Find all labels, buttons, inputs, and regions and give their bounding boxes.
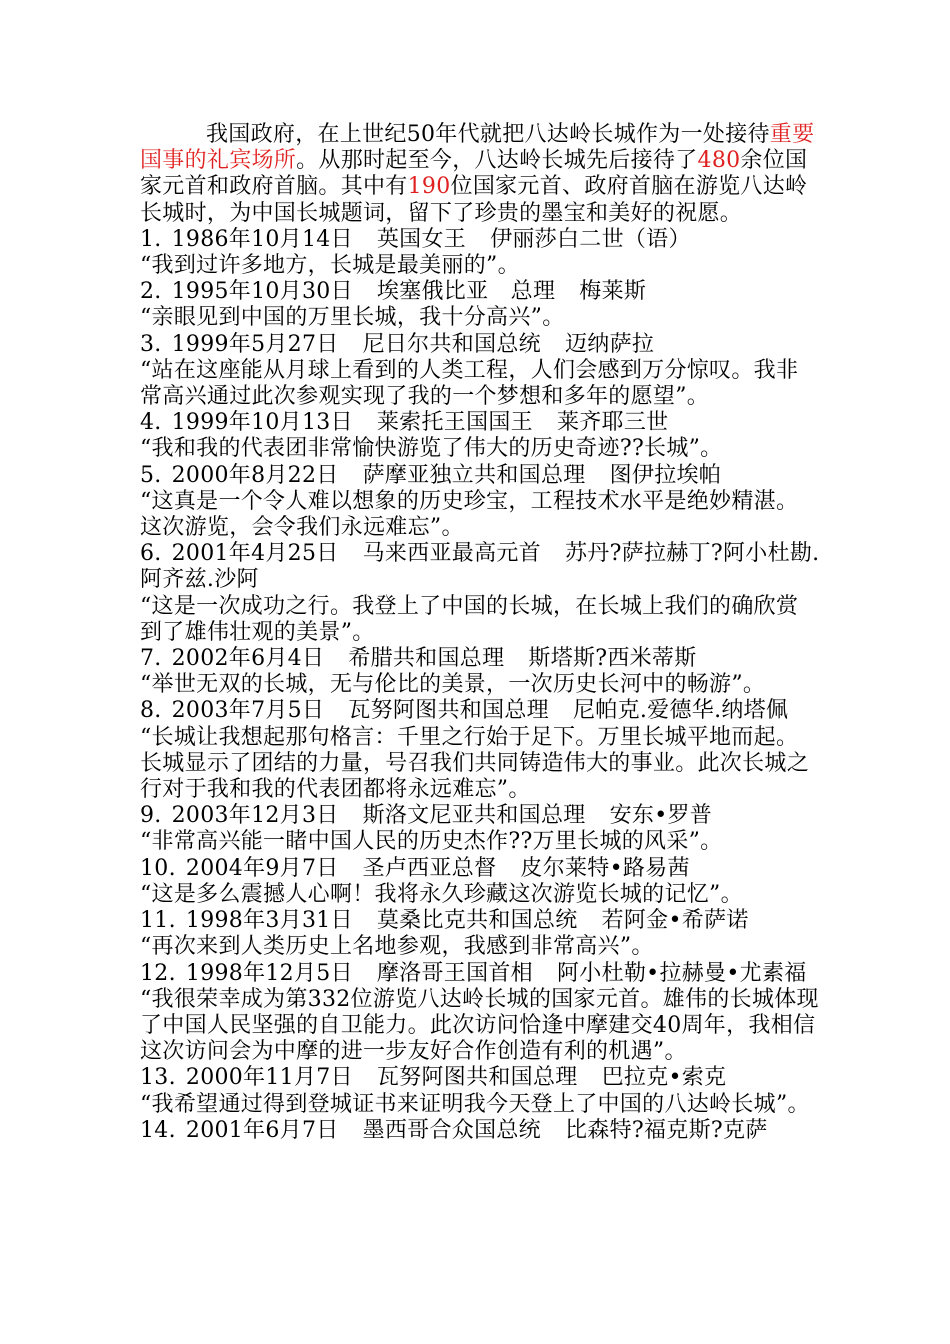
entry-date: 2003年12月3日 (171, 803, 339, 829)
entry-number: 6. (140, 541, 162, 567)
entry-quote: “我和我的代表团非常愉快游览了伟大的历史奇迹??长城”。 (140, 436, 723, 462)
entry-title: 莱索托王国国王 (376, 410, 533, 436)
entry-person-name: 图伊拉埃帕 (609, 462, 722, 488)
document-page (140, 122, 820, 1144)
entry-number: 2. (140, 279, 162, 305)
entry-heading (140, 541, 820, 593)
entry-person-name: 安东•罗普 (609, 803, 713, 829)
entry-title: 瓦努阿图共和国总理 (348, 698, 549, 724)
entry-number: 4. (140, 410, 162, 436)
entry-quote: “再次来到人类历史上名地参观，我感到非常高兴”。 (140, 934, 654, 960)
entry-person-name: 巴拉克•索克 (601, 1065, 727, 1091)
entry-person-name: 梅莱斯 (579, 279, 647, 305)
entry-title: 希腊共和国总理 (348, 646, 505, 672)
entry-title: 尼日尔共和国总统 (362, 331, 541, 357)
entry-heading (140, 908, 820, 934)
entry-title: 埃塞俄比亚 总理 (376, 279, 556, 305)
entry-number: 14. (140, 1117, 176, 1143)
list-item (140, 908, 820, 960)
list-item (140, 698, 820, 803)
intro-paragraph (140, 122, 820, 227)
entry-person-name: 皮尔莱特•路易茜 (520, 855, 690, 881)
entry-number: 1. (140, 226, 162, 252)
intro-highlight-count-480: 480 (697, 148, 741, 174)
list-item (140, 227, 820, 279)
entry-date: 1999年10月13日 (171, 410, 353, 436)
entry-date: 1999年5月27日 (171, 331, 339, 357)
entry-number: 13. (140, 1065, 176, 1091)
list-item (140, 332, 820, 411)
entry-number: 10. (140, 855, 176, 881)
intro-text-2: 。从那时起至今，八达岭长城先后接待了 (296, 148, 698, 174)
entry-heading (140, 227, 820, 253)
entry-date: 1986年10月14日 (171, 226, 353, 252)
entry-heading (140, 803, 820, 829)
entry-quote: “站在这座能从月球上看到的人类工程，人们会感到万分惊叹。我非常高兴通过此次参观实现了我的一个梦想和多年的愿望”。 (140, 357, 799, 410)
entry-number: 7. (140, 646, 162, 672)
entry-heading (140, 856, 820, 882)
entry-quote: “我希望通过得到登城证书来证明我今天登上了中国的八达岭长城”。 (140, 1091, 810, 1117)
entry-title: 墨西哥合众国总统 (362, 1117, 541, 1143)
entry-number: 5. (140, 462, 162, 488)
entry-date: 2001年6月7日 (185, 1117, 339, 1143)
entry-heading (140, 332, 820, 358)
entry-quote: “举世无双的长城，无与伦比的美景，一次历史长河中的畅游”。 (140, 672, 766, 698)
entry-number: 9. (140, 803, 162, 829)
intro-highlight-count-190: 190 (407, 174, 451, 200)
entry-title: 摩洛哥王国首相 (376, 960, 533, 986)
entry-quote: “亲眼见到中国的万里长城，我十分高兴”。 (140, 305, 565, 331)
entry-person-name: 伊丽莎白二世（语） (490, 226, 691, 252)
entry-date: 2000年8月22日 (171, 462, 339, 488)
entry-title: 斯洛文尼亚共和国总理 (362, 803, 586, 829)
list-item (140, 541, 820, 646)
entry-person-name: 莱齐耶三世 (556, 410, 669, 436)
entry-person-name: 斯塔斯?西米蒂斯 (528, 646, 697, 672)
list-item (140, 410, 820, 462)
intro-highlight-venue: 重要国事的礼宾场所 (140, 122, 815, 174)
list-item (140, 961, 820, 1066)
entry-heading (140, 961, 820, 987)
entry-number: 8. (140, 698, 162, 724)
entry-quote: “这是多么震撼人心啊！我将永久珍藏这次游览长城的记忆”。 (140, 881, 743, 907)
entry-title: 圣卢西亚总督 (362, 855, 497, 881)
entry-title: 瓦努阿图共和国总理 (376, 1065, 578, 1091)
entry-title: 萨摩亚独立共和国总理 (362, 462, 586, 488)
entry-heading (140, 698, 820, 724)
entry-date: 1998年12月5日 (185, 960, 353, 986)
entry-quote: “长城让我想起那句格言：千里之行始于足下。万里长城平地而起。长城显示了团结的力量，号召我们共同铸造伟大的事业。此次长城之行对于我和我的代表团都将永远难忘”。 (140, 724, 810, 803)
entry-person-name: 比森特?福克斯?克萨 (564, 1117, 768, 1143)
entry-number: 3. (140, 331, 162, 357)
entry-person-name: 苏丹?萨拉赫丁?阿小杜勘.阿齐兹.沙阿 (140, 541, 820, 593)
entry-title: 马来西亚最高元首 (362, 541, 541, 567)
entry-person-name: 若阿金•希萨诺 (601, 908, 749, 934)
entry-quote: “非常高兴能一睹中国人民的历史杰作??万里长城的风采”。 (140, 829, 723, 855)
entry-quote: “我很荣幸成为第332位游览八达岭长城的国家元首。雄伟的长城体现了中国人民坚强的自卫能力。此次访问恰逢中摩建交40周年，我相信这次访问会为中摩的进一步友好合作创造有利的机遇”。 (140, 986, 819, 1065)
entry-heading (140, 410, 820, 436)
entry-quote: “这真是一个令人难以想象的历史珍宝，工程技术水平是绝妙精湛。这次游览，会令我们永远难忘”。 (140, 488, 799, 541)
entry-date: 2000年11月7日 (185, 1065, 353, 1091)
entry-title: 英国女王 (376, 226, 467, 252)
entry-date: 2001年4月25日 (171, 541, 339, 567)
entry-date: 2004年9月7日 (185, 855, 339, 881)
intro-text-1: 我国政府，在上世纪50年代就把八达岭长城作为一处接待 (206, 122, 770, 147)
list-item (140, 646, 820, 698)
list-item (140, 1065, 820, 1117)
entry-person-name: 阿小杜勒•拉赫曼•尤素福 (556, 960, 807, 986)
entry-person-name: 尼帕克.爱德华.纳塔佩 (572, 698, 789, 724)
list-item (140, 463, 820, 542)
list-item (140, 279, 820, 331)
intro-text-3: 余位国家元首和政府首脑。其中有 (140, 148, 808, 200)
intro-text-4: 位国家元首、政府首脑在游览八达岭长城时，为中国长城题词，留下了珍贵的墨宝和美好的祝愿。 (140, 174, 808, 226)
list-item (140, 1118, 820, 1144)
list-item (140, 856, 820, 908)
entry-heading (140, 463, 820, 489)
entry-heading (140, 646, 820, 672)
entry-person-name: 迈纳萨拉 (564, 331, 655, 357)
entry-heading (140, 1118, 820, 1144)
entry-date: 2003年7月5日 (171, 698, 325, 724)
entry-date: 2002年6月4日 (171, 646, 325, 672)
entry-quote: “我到过许多地方，长城是最美丽的”。 (140, 253, 520, 279)
list-item (140, 803, 820, 855)
entry-heading (140, 279, 820, 305)
entry-list (140, 227, 820, 1144)
entry-date: 1998年3月31日 (185, 908, 353, 934)
entry-number: 11. (140, 908, 176, 934)
entry-quote: “这是一次成功之行。我登上了中国的长城，在长城上我们的确欣赏到了雄伟壮观的美景”。 (140, 593, 799, 645)
entry-heading (140, 1065, 820, 1091)
entry-title: 莫桑比克共和国总统 (376, 908, 578, 934)
entry-number: 12. (140, 960, 176, 986)
entry-date: 1995年10月30日 (171, 279, 353, 305)
